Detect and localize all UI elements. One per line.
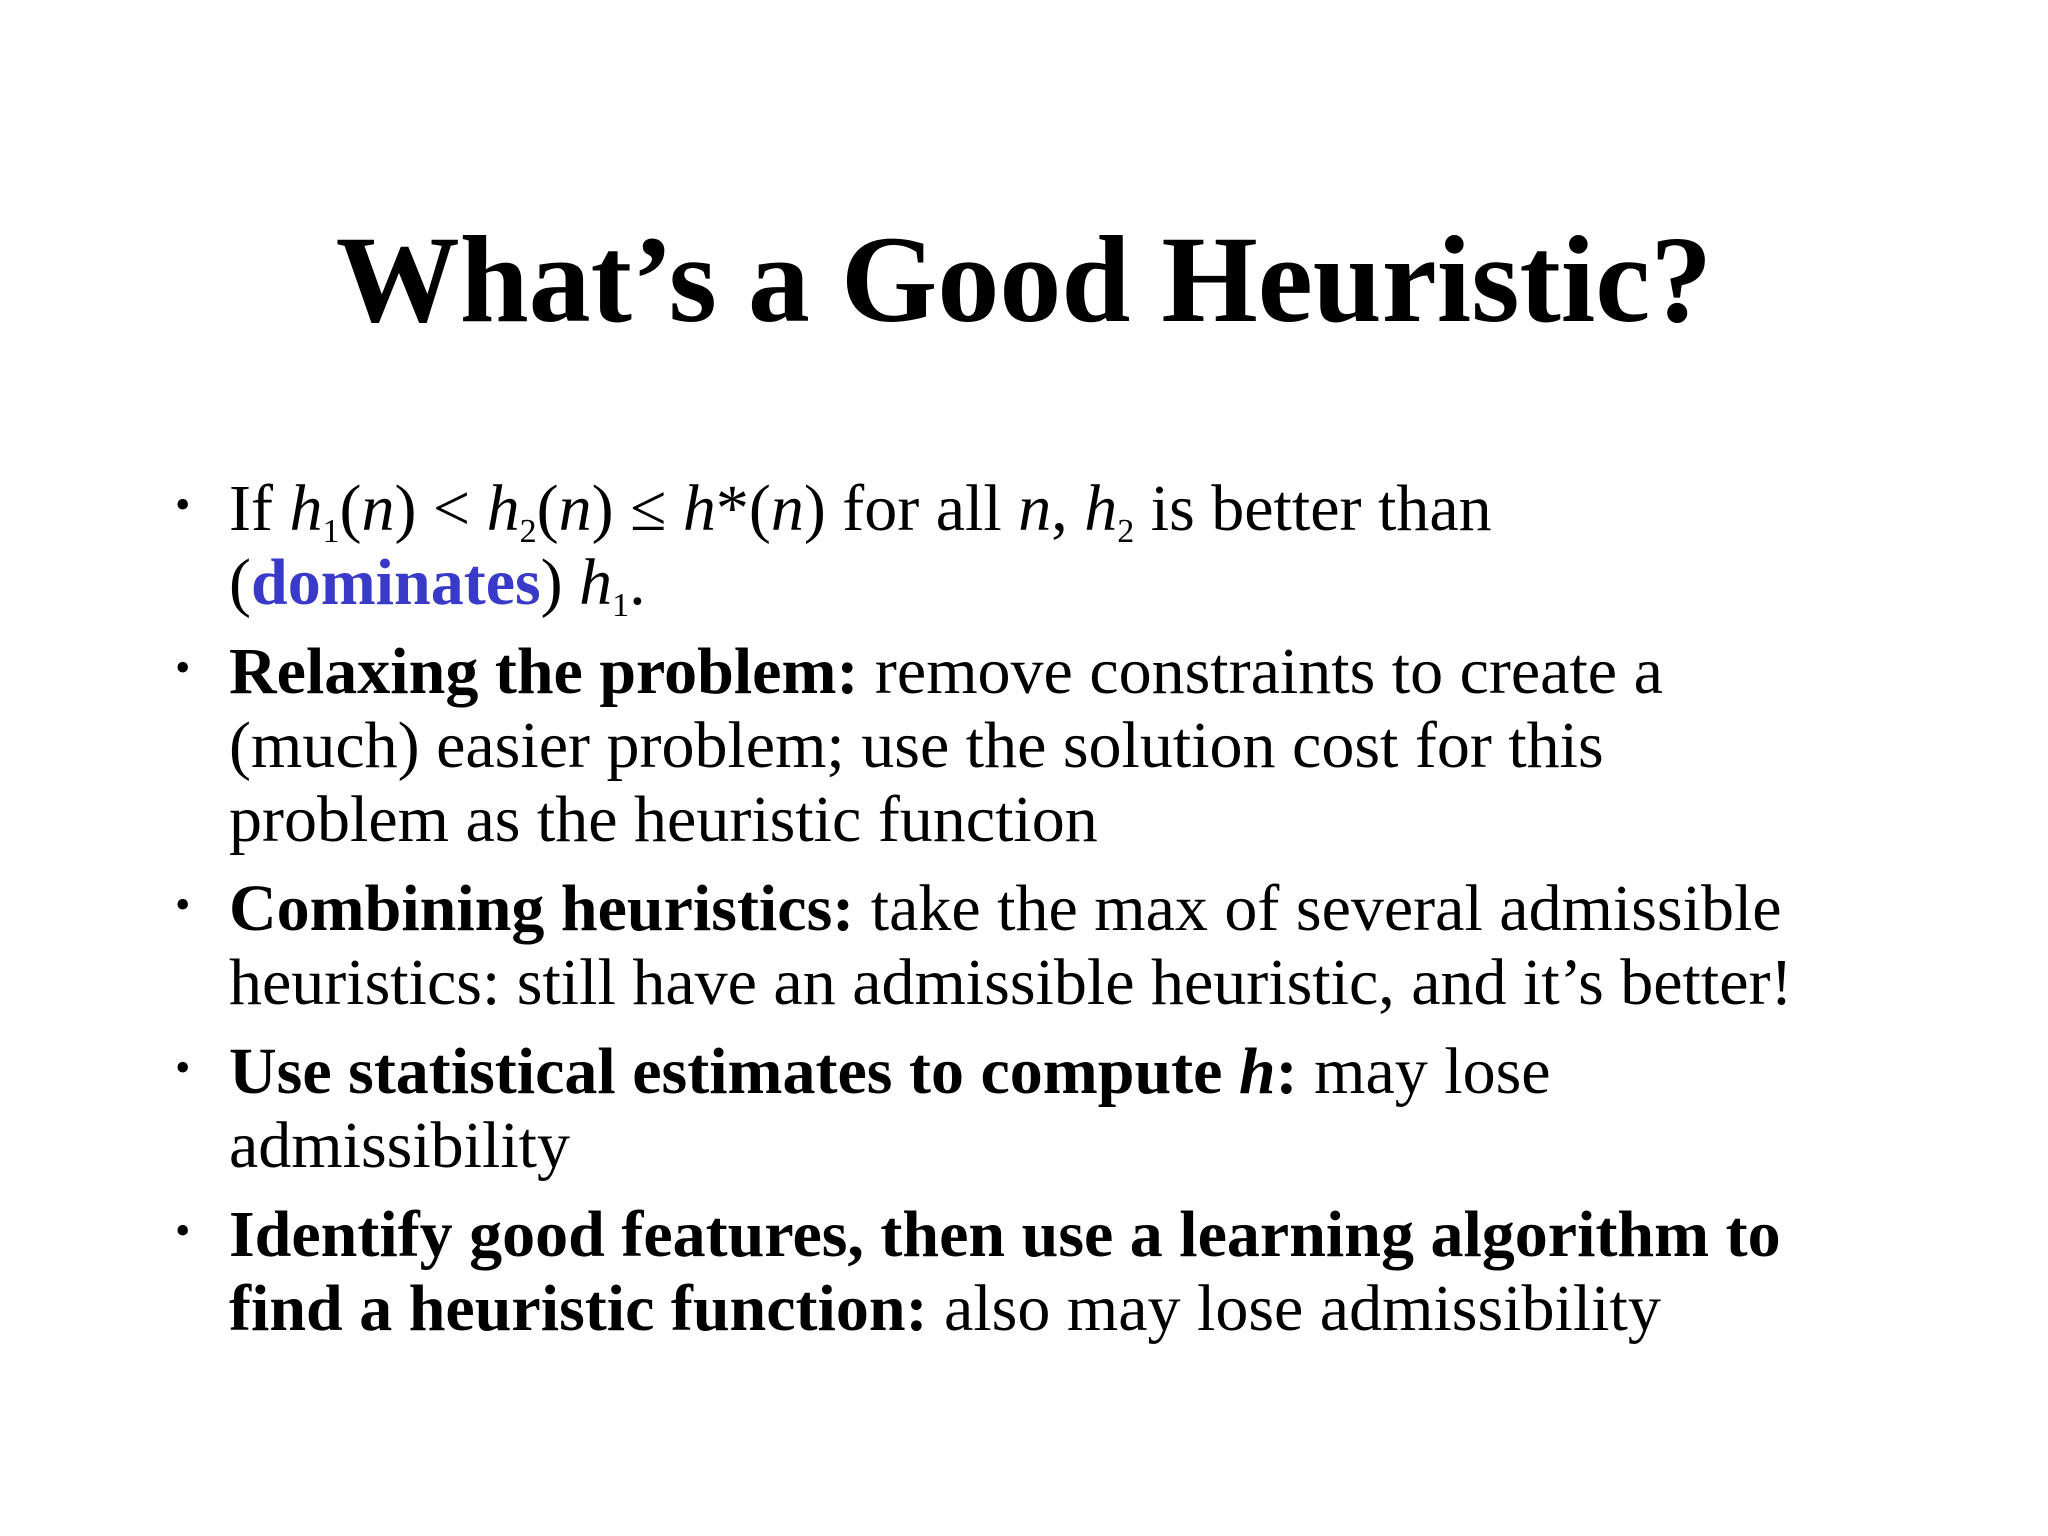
bullet-combining-line-2: heuristics: still have an admissible heuristic, and it’s better! [229, 946, 1793, 1019]
bullet-text: may lose [1297, 1035, 1551, 1108]
bullet-learning [175, 1198, 1875, 1346]
bullet-heading-colon: : [1275, 1035, 1298, 1108]
text-close-paren: ) [540, 546, 580, 619]
text-less-than: ) < [394, 472, 487, 545]
subscript-2: 2 [519, 513, 537, 550]
term-dominates: dominates [250, 546, 541, 619]
bullet-dominance [175, 472, 1875, 624]
var-h-star: h [682, 472, 716, 545]
bullet-icon: • [175, 480, 191, 529]
text-period: . [629, 546, 646, 619]
bullet-statistical [175, 1035, 1875, 1183]
var-h: h [579, 546, 613, 619]
var-h: h [1238, 1035, 1276, 1108]
subscript-2: 2 [1117, 513, 1135, 550]
var-h: h [486, 472, 520, 545]
bullet-dominance-line-2 [229, 546, 1875, 624]
bullet-relaxing-line-1 [229, 635, 1875, 709]
bullet-text: take the max of several admissible [854, 872, 1782, 945]
text-if: If [229, 472, 290, 545]
var-h: h [1084, 472, 1118, 545]
text-star-paren: *( [715, 472, 771, 545]
var-n: n [770, 472, 804, 545]
bullet-heading: find a heuristic function: [229, 1272, 928, 1345]
bullet-learning-line-2 [229, 1272, 1875, 1346]
text-less-equal: ) ≤ [591, 472, 683, 545]
var-h: h [289, 472, 323, 545]
bullet-dominance-line-1 [229, 472, 1875, 550]
text-open-paren: ( [229, 546, 251, 619]
text-comma: , [1051, 472, 1085, 545]
bullet-icon: • [175, 643, 191, 692]
bullet-heading: Relaxing the problem: [229, 635, 859, 708]
text-paren: ( [536, 472, 559, 545]
var-n: n [1018, 472, 1052, 545]
bullet-heading: Combining heuristics: [229, 872, 855, 945]
bullet-statistical-line-1 [229, 1035, 1875, 1109]
bullet-statistical-line-2: admissibility [229, 1109, 571, 1182]
bullet-learning-line-1: Identify good features, then use a learning algorithm to [229, 1198, 1781, 1271]
bullet-text: also may lose admissibility [927, 1272, 1661, 1345]
bullet-relaxing-line-3: problem as the heuristic function [229, 783, 1098, 856]
bullet-combining [175, 872, 1875, 1020]
bullet-icon: • [175, 1043, 191, 1092]
bullet-text: remove constraints to create a [858, 635, 1663, 708]
bullet-combining-line-1 [229, 872, 1875, 946]
bullet-icon: • [175, 880, 191, 929]
text-better-than: is better than [1134, 472, 1492, 545]
var-n: n [558, 472, 592, 545]
subscript-1: 1 [612, 587, 630, 624]
bullet-icon: • [175, 1206, 191, 1255]
bullet-relaxing-line-2: (much) easier problem; use the solution cost for this [229, 709, 1604, 782]
subscript-1: 1 [322, 513, 340, 550]
slide-title: What’s a Good Heuristic? [335, 211, 1713, 348]
bullet-list [175, 472, 1875, 1361]
bullet-heading: Use statistical estimates to compute [229, 1035, 1239, 1108]
var-n: n [361, 472, 395, 545]
text-for-all: ) for all [803, 472, 1019, 545]
bullet-relaxing [175, 635, 1875, 857]
text-paren: ( [339, 472, 362, 545]
